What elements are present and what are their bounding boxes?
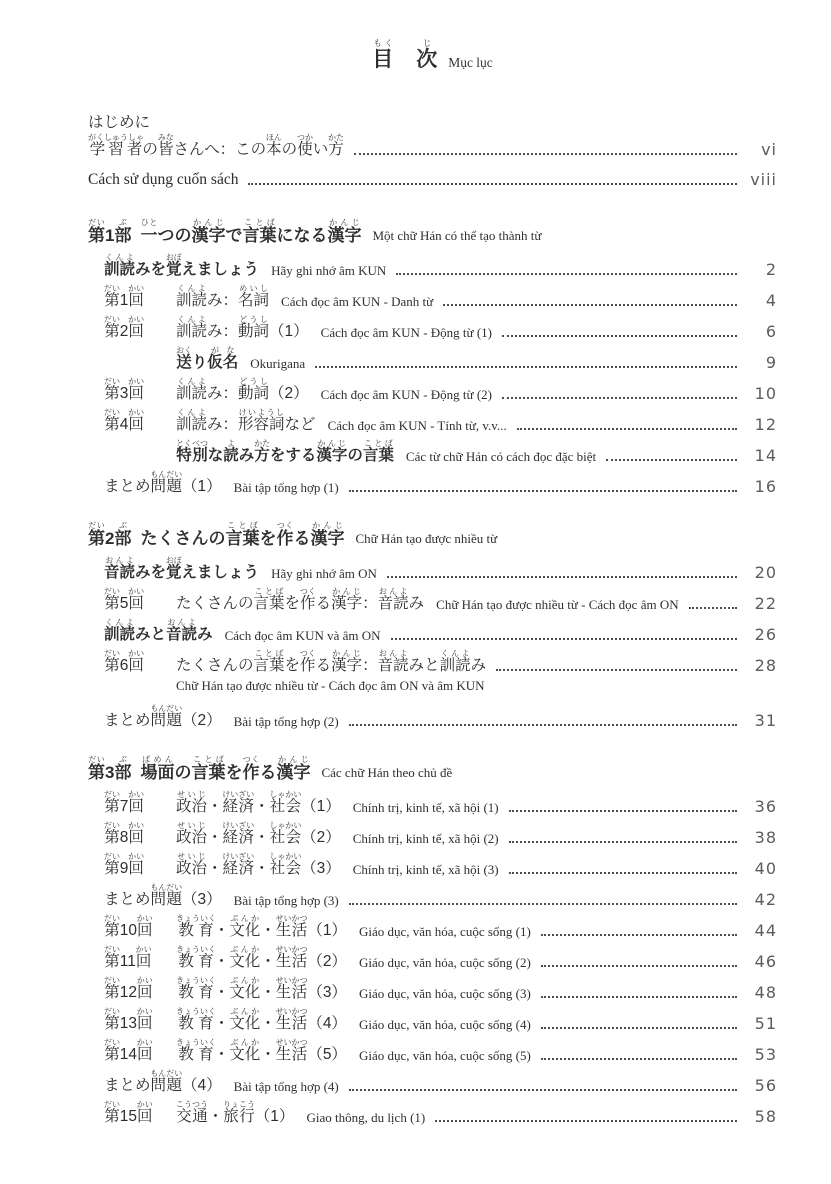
page-number: 42 (754, 890, 777, 910)
front-matter (88, 107, 777, 190)
toc-entry (104, 647, 777, 676)
entry-title-jp: 教育きょういく・文化ぶんか・生活せいかつ（3） (176, 976, 347, 1001)
page-number: 9 (765, 353, 777, 373)
page-number: vi (761, 140, 777, 160)
page-header (88, 38, 777, 73)
toc-entry (176, 344, 777, 373)
front-row (88, 107, 777, 133)
entry-title-vn: Giáo dục, văn hóa, cuộc sống (4) (358, 1017, 531, 1032)
entry-title-jp: 訓読くんよみ：名詞めいし (176, 284, 270, 309)
lesson-number-label: 第だい9回かい (104, 852, 145, 877)
entry-title-vn: Bài tập tổng hợp (2) (233, 714, 339, 729)
entry-title-jp: 訓読くんよみを覚おぼえましょう (104, 253, 260, 278)
lesson-number-label: 第だい11回かい (104, 945, 152, 970)
entry-title-vn: Cách đọc âm KUN - Động từ (2) (320, 387, 492, 402)
entry-title-jp: 政治せいじ・経済けいざい・社会しゃかい（2） (176, 821, 341, 846)
lesson-number-label: 第だい12回かい (104, 976, 153, 1001)
entry-vn-continuation: Chữ Hán tạo được nhiều từ - Cách đọc âm ON và âm KUN (176, 677, 485, 693)
toc-entry (104, 702, 777, 731)
toc-entry (104, 1005, 777, 1034)
lesson-number-label: 第だい1回かい (104, 284, 145, 309)
dot-leader (349, 1089, 737, 1091)
toc-entry (104, 912, 777, 941)
page-number: 6 (765, 322, 777, 342)
lesson-number-label: 第だい13回かい (104, 1007, 153, 1032)
lesson-number-label: 第だい3回かい (104, 377, 145, 402)
toc-entry (104, 282, 777, 311)
entry-title-vn: Cách đọc âm KUN và âm ON (224, 628, 381, 643)
section-header (88, 755, 777, 783)
dot-leader (354, 153, 737, 155)
entry-title-jp: 政治せいじ・経済けいざい・社会しゃかい（3） (176, 852, 341, 877)
page-number: 44 (754, 921, 777, 941)
toc-entry (104, 251, 777, 280)
dot-leader (248, 183, 737, 185)
dot-leader (541, 996, 737, 998)
dot-leader (541, 1027, 737, 1029)
entry-title-jp: 教育きょういく・文化ぶんか・生活せいかつ（4） (176, 1007, 347, 1032)
entry-title-vn: Bài tập tổng hợp (1) (233, 480, 339, 495)
page-number: 20 (754, 563, 777, 583)
page-number: 28 (754, 656, 777, 676)
toc-entry (104, 819, 777, 848)
entry-title-jp: 交通こうつう・旅行りょこう（1） (176, 1100, 295, 1125)
toc-entry (104, 1067, 777, 1096)
section-title: たくさんの言葉ことばを作つくる漢字かんじ (140, 520, 345, 548)
entry-title-jp: まとめ問題もんだい（3） (104, 883, 222, 908)
entry-title-vn: Cách đọc âm KUN - Danh từ (281, 294, 434, 309)
entry-title-vn: Giao thông, du lịch (1) (306, 1110, 426, 1125)
entry-title-jp: はじめに (88, 114, 151, 132)
dot-leader (541, 1058, 737, 1060)
lesson-number-label: 第だい5回かい (104, 587, 145, 612)
toc-entry (104, 616, 777, 645)
lesson-number-label: 第だい14回かい (104, 1038, 153, 1063)
page-number: 14 (754, 446, 777, 466)
toc-entry (104, 406, 777, 435)
page-number: 2 (765, 260, 777, 280)
dot-leader (349, 903, 737, 905)
entry-title-jp: まとめ問題もんだい（4） (104, 1069, 222, 1094)
page-title: 目もく 次じ (372, 38, 439, 71)
entry-title-vn: Bài tập tổng hợp (3) (233, 893, 339, 908)
section-rows (104, 788, 777, 1127)
dot-leader (349, 490, 737, 492)
entry-title-vn: Chính trị, kinh tế, xã hội (3) (352, 862, 499, 877)
toc (88, 218, 777, 1127)
lesson-number-label: 第だい2回かい (104, 315, 145, 340)
section-rows (104, 251, 777, 497)
section-number: 第だい3部ぶ (88, 754, 132, 782)
dot-leader (517, 428, 737, 430)
toc-entry (176, 437, 777, 466)
section-title-vn: Chữ Hán tạo được nhiều từ (355, 530, 498, 546)
dot-leader (396, 273, 737, 275)
entry-title-vn: Giáo dục, văn hóa, cuộc sống (1) (358, 924, 531, 939)
entry-title-jp: 音読おんよみを覚おぼえましょう (104, 556, 260, 581)
section-title: 場面ばめんの言葉ことばを作つくる漢字かんじ (140, 754, 311, 782)
page-number: 4 (765, 291, 777, 311)
dot-leader (541, 965, 737, 967)
page-number: 56 (754, 1076, 777, 1096)
dot-leader (443, 304, 737, 306)
lesson-number-label: 第だい15回かい (104, 1100, 153, 1125)
toc-entry (104, 375, 777, 404)
entry-title-jp: 政治せいじ・経済けいざい・社会しゃかい（1） (176, 790, 341, 815)
page-number: 40 (754, 859, 777, 879)
page-number: 36 (754, 797, 777, 817)
page-number: 26 (754, 625, 777, 645)
toc-entry (104, 850, 777, 879)
section-title: 一ひとつの漢字かんじで言葉ことばになる漢字かんじ (140, 217, 362, 245)
entry-title-jp: 教育きょういく・文化ぶんか・生活せいかつ（1） (176, 914, 347, 939)
entry-title-vn: Các từ chữ Hán có cách đọc đặc biệt (405, 449, 597, 464)
entry-title-latin: Cách sử dụng cuốn sách (88, 171, 239, 188)
dot-leader (541, 934, 737, 936)
toc-entry (104, 554, 777, 583)
lesson-number-label: 第だい4回かい (104, 408, 145, 433)
dot-leader (509, 841, 737, 843)
page-number: 46 (754, 952, 777, 972)
entry-title-jp: たくさんの言葉ことばを作つくる漢字かんじ：音読おんよみと訓読くんよみ (176, 649, 487, 674)
page-number: 22 (754, 594, 777, 614)
section-rows (104, 554, 777, 731)
entry-title-jp: 特別とくべつな読よみ方かたをする漢字かんじの言葉ことば (176, 439, 394, 464)
page-number: 10 (754, 384, 777, 404)
dot-leader (391, 638, 737, 640)
entry-title-jp: 訓読くんよみ：動詞どうし（2） (176, 377, 309, 402)
entry-title-jp: 学習者がくしゅうしゃの皆みなさんへ：この本ほんの使つかい方かた (88, 133, 344, 158)
toc-entry (104, 1036, 777, 1065)
entry-title-jp: 送おくり仮名がな (176, 346, 239, 371)
page-number: 48 (754, 983, 777, 1003)
front-row (88, 164, 777, 190)
dot-leader (502, 397, 737, 399)
dot-leader (509, 872, 737, 874)
entry-title-vn: Giáo dục, văn hóa, cuộc sống (5) (358, 1048, 531, 1063)
entry-title-vn: Hãy ghi nhớ âm ON (271, 566, 377, 581)
page-title-vn: Mục lục (448, 55, 493, 70)
page-number: 53 (754, 1045, 777, 1065)
lesson-number-label: 第だい6回かい (104, 649, 145, 674)
dot-leader (496, 669, 737, 671)
entry-title-jp: まとめ問題もんだい（1） (104, 470, 222, 495)
toc-section (88, 521, 777, 731)
toc-entry (104, 974, 777, 1003)
entry-title-jp: まとめ問題もんだい（2） (104, 704, 222, 729)
dot-leader (435, 1120, 737, 1122)
lesson-number-label: 第だい8回かい (104, 821, 145, 846)
entry-title-jp: 訓読くんよみと音読おんよみ (104, 618, 213, 643)
page-number: viii (750, 170, 777, 190)
toc-entry (104, 585, 777, 614)
dot-leader (509, 810, 737, 812)
entry-title-vn: Bài tập tổng hợp (4) (233, 1079, 339, 1094)
entry-title-jp: 教育きょういく・文化ぶんか・生活せいかつ（5） (176, 1038, 347, 1063)
section-number: 第だい1部ぶ (88, 217, 132, 245)
dot-leader (606, 459, 737, 461)
toc-entry (104, 881, 777, 910)
entry-title-vn: Cách đọc âm KUN - Động từ (1) (320, 325, 492, 340)
toc-entry (104, 1098, 777, 1127)
toc-section (88, 218, 777, 497)
entry-title-vn: Chữ Hán tạo được nhiều từ - Cách đọc âm ON (436, 597, 679, 612)
entry-title-vn: Chính trị, kinh tế, xã hội (1) (352, 800, 499, 815)
lesson-number-label: 第だい10回かい (104, 914, 153, 939)
entry-title-jp: 訓読くんよみ：動詞どうし（1） (176, 315, 309, 340)
page-number: 31 (754, 711, 777, 731)
page-number: 12 (754, 415, 777, 435)
toc-entry (104, 788, 777, 817)
entry-title-jp: 訓読くんよみ：形容詞けいようしなど (176, 408, 316, 433)
entry-title-vn: Giáo dục, văn hóa, cuộc sống (3) (358, 986, 531, 1001)
entry-title-jp: たくさんの言葉ことばを作つくる漢字かんじ：音読おんよみ (176, 587, 425, 612)
toc-entry (104, 468, 777, 497)
page-number: 38 (754, 828, 777, 848)
toc-section (88, 755, 777, 1127)
toc-entry (104, 313, 777, 342)
section-title-vn: Một chữ Hán có thể tạo thành từ (372, 227, 542, 243)
section-number: 第だい2部ぶ (88, 520, 132, 548)
page-number: 58 (754, 1107, 777, 1127)
entry-title-vn: Hãy ghi nhớ âm KUN (271, 263, 387, 278)
section-header (88, 218, 777, 246)
toc-entry (104, 943, 777, 972)
entry-title-jp: 教育きょういく・文化ぶんか・生活せいかつ（2） (176, 945, 347, 970)
section-title-vn: Các chữ Hán theo chủ đề (321, 764, 453, 780)
dot-leader (689, 607, 737, 609)
lesson-number-label: 第だい7回かい (104, 790, 145, 815)
dot-leader (387, 576, 737, 578)
dot-leader (502, 335, 737, 337)
entry-title-vn: Okurigana (250, 356, 306, 371)
dot-leader (349, 724, 737, 726)
page-number: 16 (754, 477, 777, 497)
page-number: 51 (754, 1014, 777, 1034)
entry-title-vn: Giáo dục, văn hóa, cuộc sống (2) (358, 955, 531, 970)
section-header (88, 521, 777, 549)
entry-title-vn: Chính trị, kinh tế, xã hội (2) (352, 831, 499, 846)
dot-leader (315, 366, 737, 368)
front-row (88, 133, 777, 160)
entry-title-vn: Cách đọc âm KUN - Tính từ, v.v... (327, 418, 507, 433)
